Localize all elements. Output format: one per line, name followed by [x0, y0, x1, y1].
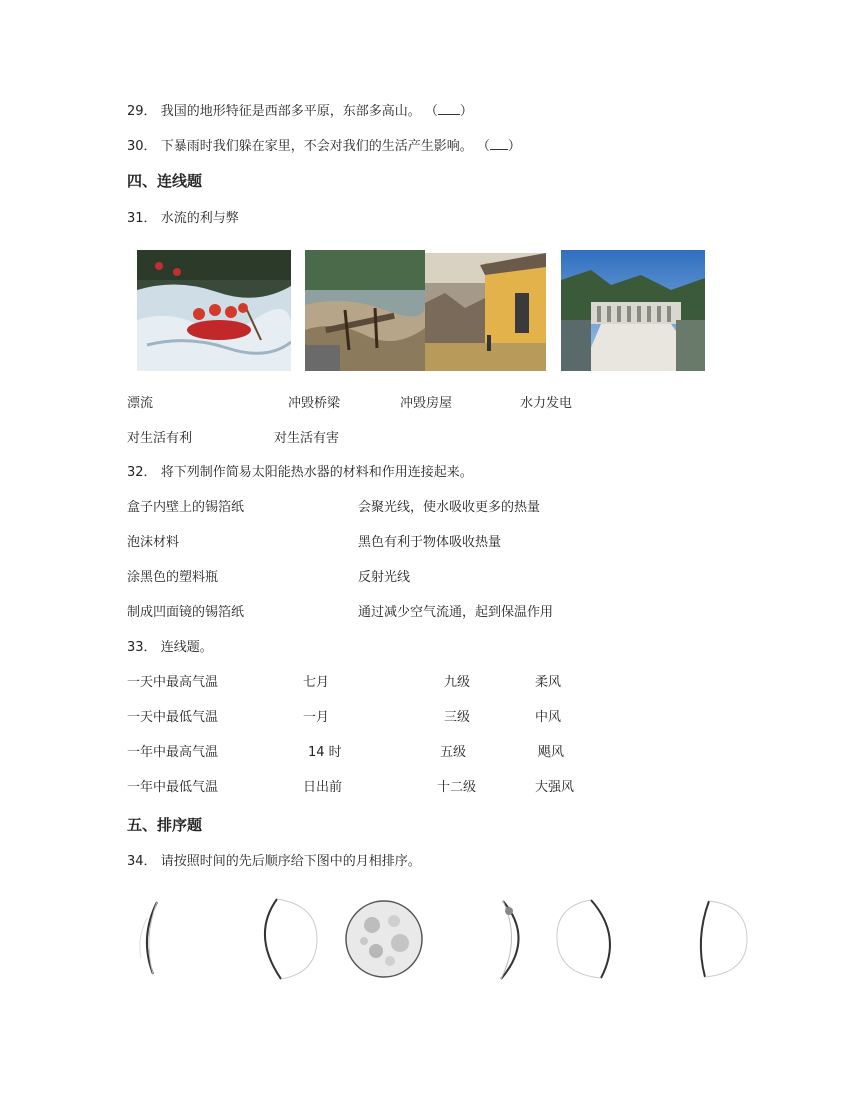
wind-level-item: 五级	[440, 745, 467, 760]
question-number: 30．	[127, 139, 157, 154]
temperature-item: 一年中最低气温	[127, 780, 219, 795]
moon-phase-full-moon-icon	[344, 899, 424, 983]
flood-house-photo	[425, 253, 546, 371]
answer-paren-close: ）	[507, 139, 521, 154]
match-item-hydropower: 水力发电	[520, 396, 573, 411]
function-item: 通过减少空气流通，起到保温作用	[358, 605, 554, 620]
time-item: 日出前	[303, 780, 343, 795]
material-item: 盒子内壁上的锡箔纸	[127, 500, 245, 515]
wind-name-item: 中风	[535, 710, 562, 725]
question-number: 34．	[127, 854, 157, 869]
time-item: 七月	[303, 675, 330, 690]
flood-bridge-photo	[305, 250, 425, 371]
function-item: 会聚光线，使水吸收更多的热量	[358, 500, 541, 515]
moon-phase-waxing-crescent-icon	[495, 897, 535, 987]
question-text: 我国的地形特征是西部多平原，东部多高山。	[160, 104, 421, 119]
answer-paren-close: ）	[459, 104, 473, 119]
temperature-item: 一天中最低气温	[127, 710, 219, 725]
answer-blank[interactable]	[490, 137, 508, 150]
match-item-bridge-destroyed: 冲毁桥梁	[288, 396, 341, 411]
question-number: 31．	[127, 211, 157, 226]
question-text: 连线题。	[160, 640, 213, 655]
match-category-harmful: 对生活有害	[274, 431, 340, 446]
question-number: 33．	[127, 640, 157, 655]
function-item: 反射光线	[358, 570, 411, 585]
question-33	[127, 639, 213, 657]
question-text: 请按照时间的先后顺序给下图中的月相排序。	[160, 854, 421, 869]
rafting-photo	[137, 250, 291, 371]
section-heading-ordering: 五、排序题	[127, 816, 203, 834]
moon-phase-gibbous-icon	[553, 896, 625, 986]
question-30	[127, 137, 521, 156]
time-item: 14 时	[308, 745, 342, 760]
temperature-item: 一天中最高气温	[127, 675, 219, 690]
question-32	[127, 464, 473, 482]
question-text: 下暴雨时我们躲在家里，不会对我们的生活产生影响。	[160, 139, 473, 154]
wind-level-item: 十二级	[437, 780, 477, 795]
moon-phase-crescent-icon	[255, 895, 325, 987]
temperature-item: 一年中最高气温	[127, 745, 219, 760]
hydropower-dam-photo	[561, 250, 705, 371]
wind-name-item: 柔风	[535, 675, 562, 690]
moon-phase-first-quarter-icon	[691, 897, 751, 985]
question-29	[127, 102, 473, 121]
question-number: 29．	[127, 104, 157, 119]
wind-name-item: 飓风	[538, 745, 565, 760]
answer-paren-open: （	[424, 104, 438, 119]
answer-paren-open: （	[476, 139, 490, 154]
section-heading-matching: 四、连线题	[127, 172, 203, 190]
time-item: 一月	[303, 710, 330, 725]
material-item: 泡沫材料	[127, 535, 180, 550]
wind-level-item: 九级	[444, 675, 471, 690]
wind-level-item: 三级	[444, 710, 471, 725]
question-text: 水流的利与弊	[160, 211, 239, 226]
material-item: 涂黑色的塑料瓶	[127, 570, 219, 585]
function-item: 黑色有利于物体吸收热量	[358, 535, 502, 550]
question-number: 32．	[127, 465, 157, 480]
material-item: 制成凹面镜的锡箔纸	[127, 605, 245, 620]
moon-phase-thin-crescent-icon	[133, 898, 173, 982]
question-34	[127, 853, 421, 871]
answer-blank[interactable]	[438, 102, 460, 115]
question-text: 将下列制作简易太阳能热水器的材料和作用连接起来。	[160, 465, 473, 480]
wind-name-item: 大强风	[535, 780, 575, 795]
match-item-house-destroyed: 冲毁房屋	[400, 396, 453, 411]
question-31	[127, 210, 239, 228]
match-item-rafting: 漂流	[127, 396, 154, 411]
match-category-beneficial: 对生活有利	[127, 431, 193, 446]
